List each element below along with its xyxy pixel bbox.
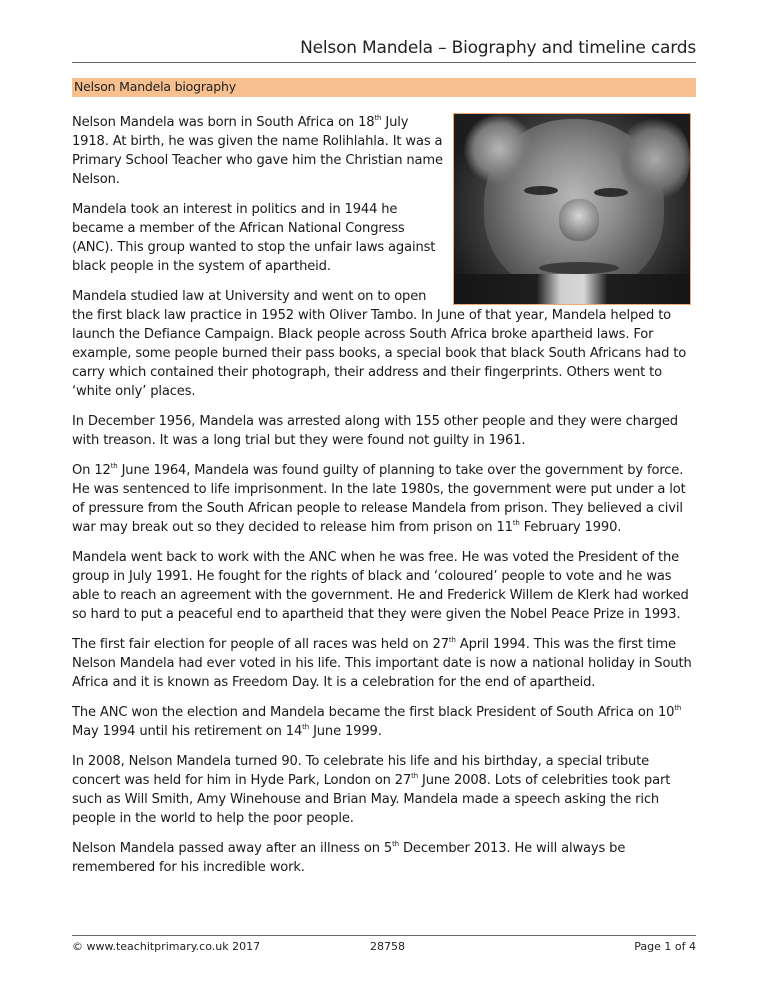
ordinal-suffix: th [674, 704, 682, 712]
ordinal-suffix: th [448, 636, 456, 644]
biography-paragraph [72, 412, 696, 450]
biography-body [72, 113, 696, 888]
paragraph-text: Mandela studied law at University and went on to open the first black law practice in 1952 with Oliver Tambo. In June of that year, Mandela helped to launch the Defiance Campaign. Black people across South Africa broke apartheid laws. For example, some people burned their pass books, a special book that black South Africans had to carry which contained their photograph, their address and their fingerprints. Others went to ‘white only’ places. [72, 289, 687, 399]
paragraph-text: April 1994. This was the first time Nelson Mandela had ever voted in his life. This important date is now a national holiday in South Africa and it is known as Freedom Day. It is a celebration for the end of apartheid. [72, 637, 692, 690]
paragraph-text: Nelson Mandela passed away after an illness on 5 [72, 841, 393, 856]
biography-paragraph [72, 461, 696, 537]
page-footer [72, 940, 696, 956]
paragraph-text: The ANC won the election and Mandela became the first black President of South Africa on 10 [72, 705, 675, 720]
paragraph-text: In 2008, Nelson Mandela turned 90. To celebrate his life and his birthday, a special tribute concert was held for him in Hyde Park, London on 27 [72, 754, 650, 788]
ordinal-suffix: th [411, 772, 419, 780]
paragraph-text: December 2013. He will always be remembered for his incredible work. [72, 841, 626, 875]
paragraph-text: Nelson Mandela was born in South Africa on 18 [72, 115, 375, 130]
photo-float-spacer [446, 113, 696, 297]
biography-paragraph [72, 839, 696, 877]
footer-divider [72, 935, 696, 936]
ordinal-suffix: th [374, 114, 382, 122]
paragraph-text: Mandela went back to work with the ANC when he was free. He was voted the President of the group in July 1991. He fought for the rights of black and ‘coloured’ people to vote and he was able to reach an agreement with the government. He and Frederick Willem de Klerk had worked so hard to put a peaceful end to apartheid that they were given the Nobel Peace Prize in 1993. [72, 550, 689, 622]
paragraph-text: February 1990. [519, 520, 622, 535]
biography-paragraph [72, 752, 696, 828]
paragraph-text: In December 1956, Mandela was arrested along with 155 other people and they were charged with treason. It was a long trial but they were found not guilty in 1961. [72, 414, 678, 448]
footer-page-number: Page 1 of 4 [634, 940, 696, 953]
paragraph-text: On 12 [72, 463, 111, 478]
ordinal-suffix: th [392, 840, 399, 848]
paragraph-text: July 1918. At birth, he was given the name Rolihlahla. It was a Primary School Teacher who gave him the Christian name Nelson. [72, 115, 443, 187]
biography-paragraph [72, 548, 696, 624]
footer-copyright: © www.teachitprimary.co.uk 2017 [72, 940, 261, 953]
section-heading: Nelson Mandela biography [74, 79, 236, 94]
ordinal-suffix: th [512, 519, 520, 527]
biography-paragraph [72, 703, 696, 741]
ordinal-suffix: th [302, 723, 310, 731]
ordinal-suffix: th [110, 462, 118, 470]
section-heading-band [72, 78, 696, 97]
paragraph-text: June 2008. Lots of celebrities took part such as Will Smith, Amy Winehouse and Brian May. Mandela made a speech asking the rich people in the world to help the poor people. [72, 773, 671, 826]
page-header-title: Nelson Mandela – Biography and timeline cards [300, 38, 696, 58]
paragraph-text: Mandela took an interest in politics and in 1944 he became a member of the African National Congress (ANC). This group wanted to stop the unfair laws against black people in the system of apartheid. [72, 202, 436, 274]
biography-paragraph [72, 287, 696, 401]
footer-doc-id: 28758 [370, 940, 405, 953]
paragraph-text: June 1964, Mandela was found guilty of planning to take over the government by force. He was sentenced to life imprisonment. In the late 1980s, the government were put under a lot of pressure from the South African people to release Mandela from prison. They believed a civil war may break out so they decided to release him from prison on 11 [72, 463, 686, 535]
header-divider [72, 62, 696, 63]
biography-paragraph [72, 635, 696, 692]
paragraph-text: June 1999. [309, 724, 382, 739]
paragraph-text: May 1994 until his retirement on 14 [72, 724, 303, 739]
paragraph-text: The first fair election for people of all races was held on 27 [72, 637, 449, 652]
